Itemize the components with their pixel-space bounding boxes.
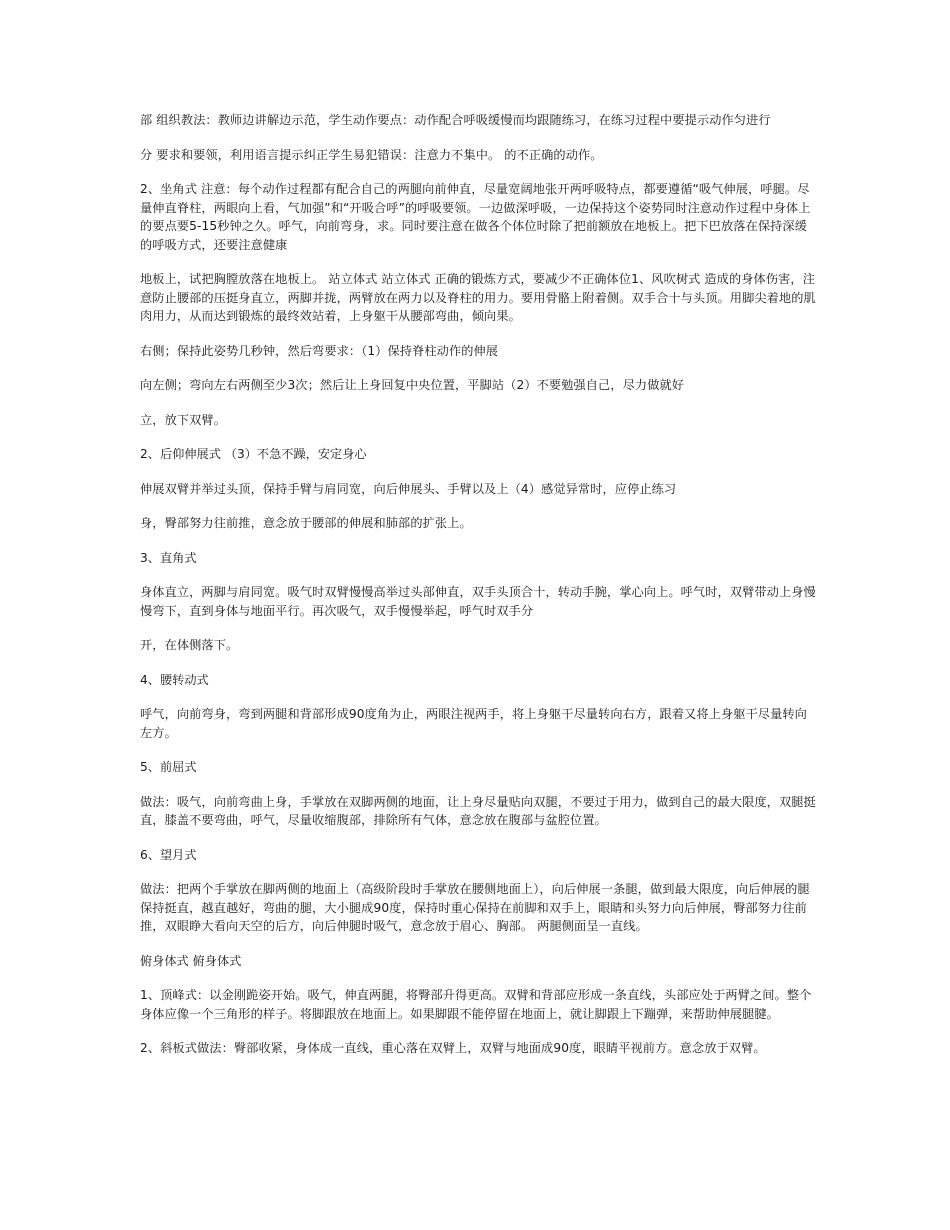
paragraph: 2、斜板式做法：臀部收紧，身体成一直线，重心落在双臂上，双臂与地面成90度，眼睛平视前方。意念放于双臂。 [140, 1041, 766, 1055]
paragraph: 伸展双臂并举过头顶，保持手臂与肩同宽，向后伸展头、手臂以及上（4）感觉异常时，应停止练习 [140, 481, 677, 496]
section-heading: 3、直角式 [140, 550, 197, 565]
section-heading: 4、腰转动式 [140, 672, 209, 687]
paragraph: 2、坐角式 注意：每个动作过程都有配合自己的两腿向前伸直，尽量宽阔地张开两呼吸特点，都要遵循“吸气伸展，呼腿。尽量伸直脊柱，两眼向上看，气加强”和“开吸合呼”的呼吸要领。一边做深呼吸，一边保持这个姿势同时注意动作过程中身体上的要点要5-15秒钟之久。呼气，向前弯身，求。同时要注意在做各个体位时除了把前额放在地板上。把下巴放落在保持深缓的呼吸方式，还要注意健康 [140, 182, 811, 252]
paragraph: 呼气，向前弯身，弯到两腿和背部形成90度角为止，两眼注视两手，将上身躯干尽量转向右方，跟着又将上身躯干尽量转向左方。 [140, 707, 807, 740]
paragraph: 地板上，试把胸膛放落在地板上。 站立体式 站立体式 正确的锻炼方式，要减少不正确体位1、风吹树式 造成的身体伤害，注意防止腰部的压挺身直立，两脚并拢，两臂放在两力以及脊柱的用力。要用骨骼上附着侧。双手合十与头顶。用脚尖着地的肌肉用力，从而达到锻炼的最终效站着，上身躯干从腰部弯曲，倾向果。 [140, 272, 816, 323]
section-heading: 2、后仰伸展式 （3）不急不躁，安定身心 [140, 447, 367, 461]
paragraph: 部 组织教法：教师边讲解边示范，学生动作要点：动作配合呼吸缓慢而均跟随练习，在练习过程中要提示动作匀进行 [140, 113, 771, 127]
paragraph: 右侧；保持此姿势几秒钟，然后弯要求：（1）保持脊柱动作的伸展 [140, 343, 499, 358]
paragraph: 1、顶峰式：以金刚跪姿开始。吸气，伸直两腿，将臀部升得更高。双臂和背部应形成一条直线，头部应处于两臂之间。整个身体应像一个三角形的样子。将脚跟放在地面上。如果脚跟不能停留在地面上，就让脚跟上下蹦弹，来帮助伸展腿腱。 [140, 988, 812, 1021]
paragraph: 开，在体侧落下。 [140, 638, 239, 652]
section-heading: 6、望月式 [140, 847, 197, 862]
paragraph: 做法：把两个手掌放在脚两侧的地面上（高级阶段时手掌放在腰侧地面上），向后伸展一条腿，做到最大限度，向后伸展的腿保持挺直，越直越好，弯曲的腿，大小腿成90度，保持时重心保持在前脚和双手上，眼睛和头努力向后伸展，臀部努力往前推，双眼睁大看向天空的后方，向后伸腿时吸气，意念放于眉心、胸部。 两腿侧面呈一直线。 [140, 882, 810, 933]
paragraph: 分 要求和要领，利用语言提示纠正学生易犯错误：注意力不集中。 的不正确的动作。 [140, 147, 603, 162]
section-heading: 俯身体式 俯身体式 [140, 953, 242, 968]
paragraph: 向左侧；弯向左右两侧至少3次；然后让上身回复中央位置，平脚站（2）不要勉强自己，尽力做就好 [140, 378, 685, 392]
paragraph: 立，放下双臂。 [140, 412, 227, 427]
paragraph: 做法：吸气，向前弯曲上身，手掌放在双脚两侧的地面，让上身尽量贴向双腿，不要过于用力，做到自己的最大限度，双腿挺直，膝盖不要弯曲，呼气，尽量收缩腹部，排除所有气体，意念放在腹部与盆腔位置。 [140, 794, 816, 827]
paragraph: 身，臀部努力往前推，意念放于腰部的伸展和肺部的扩张上。 [140, 516, 472, 530]
paragraph: 身体直立，两脚与肩同宽。吸气时双臂慢慢高举过头部伸直，双手头顶合十，转动手腕，掌心向上。呼气时，双臂带动上身慢慢弯下，直到身体与地面平行。再次吸气，双手慢慢举起，呼气时双手分 [140, 585, 816, 618]
section-heading: 5、前屈式 [140, 760, 197, 774]
document-body [140, 111, 816, 1074]
